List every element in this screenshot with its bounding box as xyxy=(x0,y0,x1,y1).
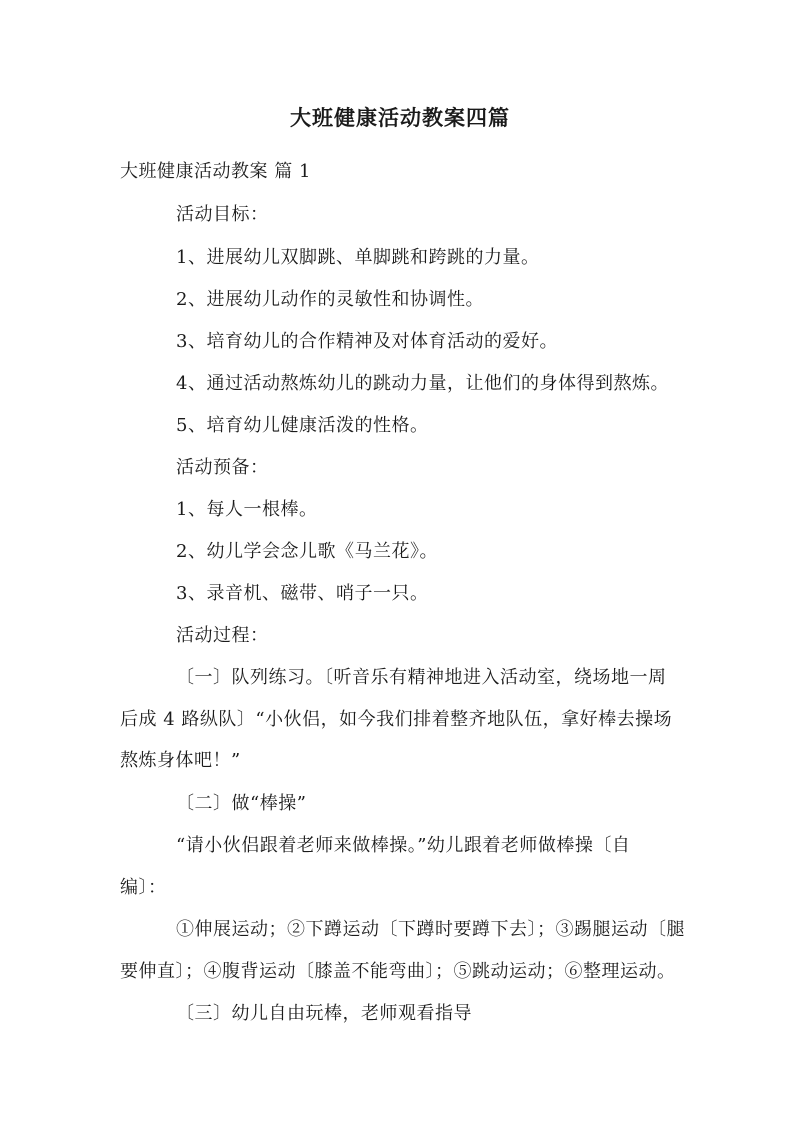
text-line: 2、进展幼儿动作的灵敏性和协调性。 xyxy=(176,289,484,310)
text-line: “请小伙侣跟着老师来做棒操。”幼儿跟着老师做棒操〔自 xyxy=(176,835,631,856)
text-line: 1、每人一根棒。 xyxy=(176,499,318,520)
text-line: 〔二〕做“棒操” xyxy=(176,793,307,814)
document-title: 大班健康活动教案四篇 xyxy=(290,105,510,130)
text-line: 要伸直〕；④腹背运动〔膝盖不能弯曲〕；⑤跳动运动；⑥整理运动。 xyxy=(120,961,676,982)
text-line: 2、幼儿学会念儿歌《马兰花》。 xyxy=(176,541,438,562)
text-line: 后成 4 路纵队〕“小伙侣，如今我们排着整齐地队伍，拿好棒去操场 xyxy=(120,709,673,730)
text-line: 活动目标： xyxy=(176,204,269,225)
section-heading: 大班健康活动教案 篇 1 xyxy=(120,161,311,182)
text-line: 〔一〕队列练习。〔听音乐有精神地进入活动室，绕场地一周 xyxy=(176,667,667,688)
text-line: 编〕： xyxy=(120,877,167,898)
text-line: 〔三〕幼儿自由玩棒，老师观看指导 xyxy=(176,1003,472,1024)
text-line: 熬炼身体吧！” xyxy=(120,750,241,771)
text-line: 3、录音机、磁带、哨子一只。 xyxy=(176,583,429,604)
text-line: 活动预备： xyxy=(176,457,269,478)
text-line: 5、培育幼儿健康活泼的性格。 xyxy=(176,415,429,436)
text-line: 1、进展幼儿双脚跳、单脚跳和跨跳的力量。 xyxy=(176,247,540,268)
text-line: 3、培育幼儿的合作精神及对体育活动的爱好。 xyxy=(176,331,558,352)
text-line: 活动过程： xyxy=(176,625,269,646)
text-line: ①伸展运动；②下蹲运动〔下蹲时要蹲下去〕；③踢腿运动〔腿 xyxy=(176,919,685,940)
text-line: 4、通过活动熬炼幼儿的跳动力量，让他们的身体得到熬炼。 xyxy=(176,373,669,394)
